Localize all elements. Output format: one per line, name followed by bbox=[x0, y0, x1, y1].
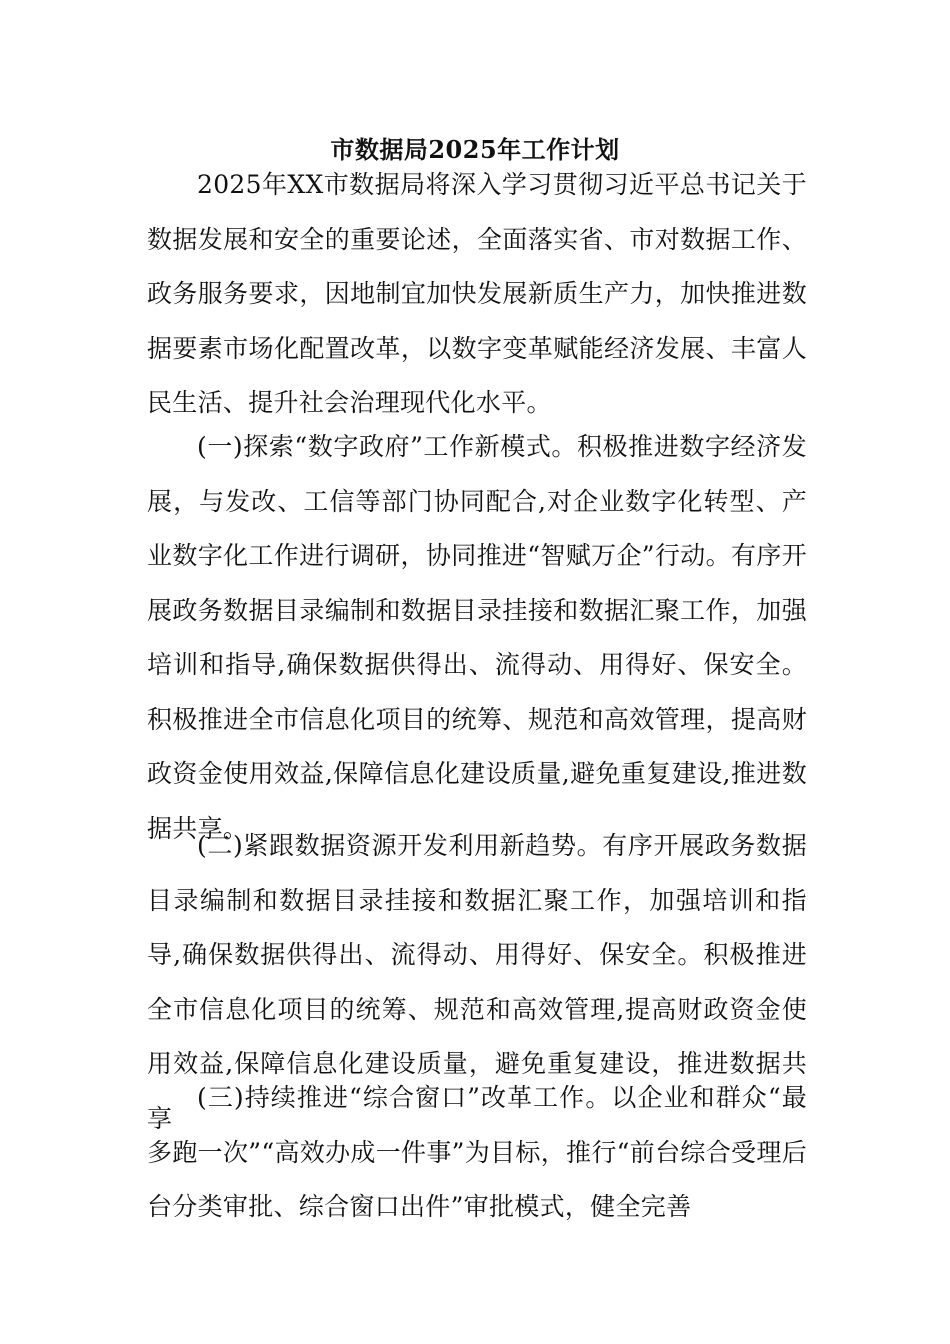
paragraph-intro: 2025年XX市数据局将深入学习贯彻习近平总书记关于数据发展和安全的重要论述，全面落实省、市对数据工作、政务服务要求，因地制宜加快发展新质生产力，加快推进数据要素市场化配置改革，以数字变革赋能经济发展、丰富人民生活、提升社会治理现代化水平。 bbox=[147, 170, 807, 417]
paragraph-section-1: (一)探索“数字政府”工作新模式。积极推进数字经济发展，与发改、工信等部门协同配合,对企业数字化转型、产业数字化工作进行调研，协同推进“智赋万企”行动。有序开展政务数据目录编制和数据目录挂接和数据汇聚工作，加强培训和指导,确保数据供得出、流得动、用得好、保安全。积极推进全市信息化项目的统筹、规范和高效管理，提高财政资金使用效益,保障信息化建设质量,避免重复建设,推进数据共享。 bbox=[147, 432, 807, 843]
paragraph-section-2: (二)紧跟数据资源开发利用新趋势。有序开展政务数据目录编制和数据目录挂接和数据汇聚工作，加强培训和指导,确保数据供得出、流得动、用得好、保安全。积极推进全市信息化项目的统筹、规范和高效管理,提高财政资金使用效益,保障信息化建设质量，避免重复建设，推进数据共享 bbox=[147, 831, 807, 1133]
document-title: 市数据局2025年工作计划 bbox=[330, 135, 620, 164]
paragraph-section-3: (三)持续推进“综合窗口”改革工作。以企业和群众“最多跑一次”“高效办成一件事”为目标，推行“前台综合受理后台分类审批、综合窗口出件”审批模式，健全完善 bbox=[147, 1083, 807, 1221]
